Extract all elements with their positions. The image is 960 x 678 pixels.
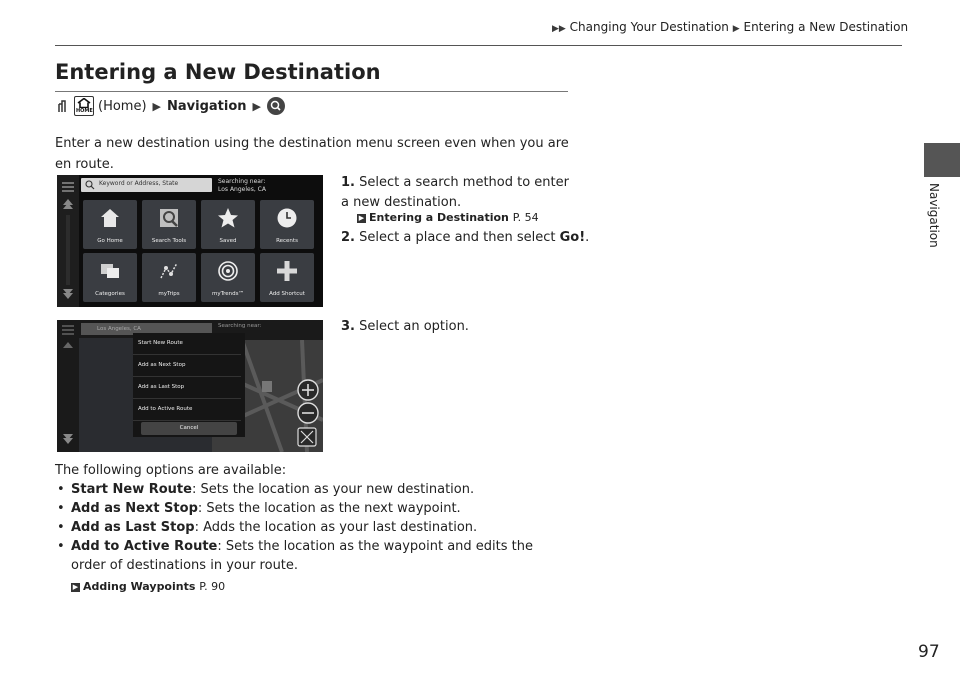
chapter-tab	[924, 143, 960, 177]
categories-icon	[99, 260, 121, 282]
home-icon: HOME	[74, 96, 94, 116]
tile-categories[interactable]: Categories	[83, 253, 137, 302]
tile-add-shortcut[interactable]: Add Shortcut	[260, 253, 314, 302]
intro-text: Enter a new destination using the destination menu screen even when you are en route.	[55, 136, 569, 172]
header-divider	[55, 45, 902, 46]
step-1: 1. Select a search method to enter a new destination.	[341, 175, 569, 210]
path-navigation: Navigation	[167, 98, 247, 114]
zoom-controls	[298, 380, 318, 446]
target-icon	[217, 260, 239, 282]
path-arrow-icon: ▶	[152, 99, 162, 113]
breadcrumb-item-1[interactable]: Changing Your Destination	[569, 20, 729, 34]
options-intro: The following options are available:	[55, 463, 287, 478]
options-menu	[133, 333, 245, 437]
breadcrumb-arrow-icon: ▶▶	[552, 24, 566, 34]
option-item: • Add as Next Stop: Sets the location as the next waypoint.	[57, 501, 461, 516]
page-number: 97	[918, 642, 940, 662]
star-icon	[217, 207, 239, 229]
cancel-button[interactable]: Cancel	[141, 422, 237, 435]
screen-sidebar	[57, 175, 79, 307]
option-item: • Add as Last Stop: Adds the location as your last destination.	[57, 520, 478, 535]
plus-icon	[276, 260, 298, 282]
menu-icon	[57, 320, 79, 452]
search-icon	[267, 97, 285, 115]
menu-icon	[57, 175, 79, 307]
search-input[interactable]	[81, 178, 212, 192]
options-menu-screenshot	[57, 320, 323, 452]
adding-waypoints-xref[interactable]: ▶ Adding Waypoints P. 90	[72, 580, 226, 593]
destination-menu-screenshot	[57, 175, 323, 307]
step-1-xref[interactable]: ▶ Entering a Destination P. 54	[358, 211, 539, 224]
tile-mytrips[interactable]: myTrips	[142, 253, 196, 302]
step-2: 2. Select a place and then select Go!.	[341, 230, 590, 245]
options-section	[55, 461, 570, 596]
house-icon	[99, 207, 121, 229]
menu-add-active-route[interactable]: Add to Active Route	[133, 399, 241, 421]
bullet: •	[57, 482, 65, 497]
option-item: • Add to Active Route: Sets the location as the waypoint and edits the order of destinations in your route.	[57, 539, 534, 573]
searching-near: Searching near:	[218, 323, 262, 329]
bullet: •	[57, 520, 65, 535]
menu-start-new-route[interactable]: Start New Route	[133, 333, 241, 355]
bullet: •	[57, 539, 65, 554]
home-label: (Home)	[98, 98, 147, 114]
tile-go-home[interactable]: Go Home	[83, 200, 137, 249]
tile-search-tools[interactable]: Search Tools	[142, 200, 196, 249]
xref-arrow-icon: ▶	[72, 583, 79, 591]
menu-add-last-stop[interactable]: Add as Last Stop	[133, 377, 241, 399]
clock-icon	[276, 207, 298, 229]
search-input[interactable]: Los Angeles, CA	[81, 323, 212, 335]
bullet: •	[57, 501, 65, 516]
breadcrumb-arrow-icon: ▶	[732, 24, 740, 34]
search-icon	[85, 180, 95, 190]
breadcrumb-item-2[interactable]: Entering a New Destination	[743, 20, 909, 34]
step-3: 3. Select an option.	[341, 319, 469, 334]
tile-recents[interactable]: Recents	[260, 200, 314, 249]
xref-arrow-icon: ▶	[358, 214, 365, 222]
navigation-path	[57, 96, 285, 116]
trips-icon	[158, 260, 180, 282]
title-divider	[55, 91, 568, 92]
breadcrumb	[552, 20, 908, 34]
path-arrow-icon: ▶	[252, 99, 262, 113]
menu-add-next-stop[interactable]: Add as Next Stop	[133, 355, 241, 377]
search-tools-icon	[158, 207, 180, 229]
searching-near: Searching near: Los Angeles, CA	[218, 178, 266, 193]
tile-mytrends[interactable]: myTrends™	[201, 253, 255, 302]
chapter-tab-label: Navigation	[927, 183, 941, 248]
tile-saved[interactable]: Saved	[201, 200, 255, 249]
option-item: • Start New Route: Sets the location as your new destination.	[57, 482, 475, 497]
search-placeholder: Keyword or Address, State	[99, 180, 179, 187]
hand-icon	[57, 99, 68, 113]
page-title: Entering a New Destination	[55, 60, 381, 84]
